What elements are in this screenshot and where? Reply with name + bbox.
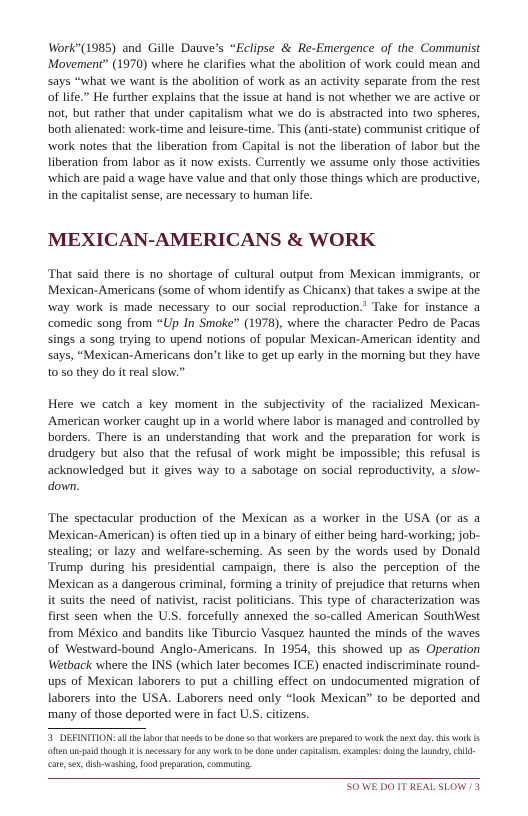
work-title: Work: [48, 40, 76, 55]
eclipse-title: Eclipse & Re-Emergence of the Communist Movement: [48, 40, 480, 72]
footnote-text: DEFINITION: all the labor that needs to be done so that workers are prepared to work the next day. this work is often un-paid though it is necessary for any work to be done under capitalism. examples: doing the laundry, child-care, sex, dish-washing, food preparation, commuting.: [48, 734, 480, 770]
page-body: [48, 40, 480, 722]
paragraph-up-in-smoke: That said there is no shortage of cultural output from Mexican immigrants, or Mexican-Americans (some of whom identify as Chicanx) that takes a swipe at the way work is made necessary to our social reproduction.$^3$ Take for instance a comedic song from “Up In Smoke” (1978), where the character Pedro de Pacas sings a song trying to upend notions of popular Mexican-American identity and says, “Mexican-Americans don’t like to get up early in the morning but they have to so they do it real slow.”: [48, 265, 480, 379]
intro-paragraph: Work”(1985) and Gille Dauve’s “Eclipse & Re-Emergence of the Communist Movement” (1970) where he clarifies what the abolition of work could mean and says “what we want is the abolition of work as an activity separate from the rest of life.” He further explains that the issue at hand is not whether we are active or not, but rather that under capitalism what we do is abstracted into two spheres, both alienated: work-time and leisure-time. This (anti-state) communist critique of work notes that the liberation from Capital is not the liberation of labor but the liberation from labor as it now exists. Currently we assume only those activities which are paid a wage have value and that only those things which are productive, in the capitalist sense, are necessary to human life.: [48, 40, 480, 202]
footnote-reference[interactable]: 3: [362, 299, 367, 308]
footnote-divider: [48, 728, 146, 729]
footnote-number: 3: [48, 734, 53, 744]
slow-down-term: slow-down: [48, 461, 480, 493]
page-footer: [347, 782, 480, 793]
footer-divider: [48, 778, 480, 779]
footnote: [48, 733, 480, 772]
footer-separator: /: [466, 782, 475, 793]
page-number: 3: [474, 782, 480, 793]
operation-wetback-term: Operation Wetback: [48, 640, 480, 673]
paragraph-spectacular-production: The spectacular production of the Mexican as a worker in the USA (or as a Mexican-American) is often tied up in a binary of either being hard-working; job-stealing; or lazy and welfare-scheming. As seen by the words used by Donald Trump during his presidential campaign, there is also the perception of the Mexican as a dangerous criminal, forming a trinity of prejudice that returns when it suits the need of nativist, racist politicians. This type of characterization was first seen when the U.S. forcefully annexed the so-called American SouthWest from México and bandits like Tiburcio Vasquez haunted the minds of the waves of Westward-bound Anglo-Americans. In 1954, this showed up as Operation Wetback where the INS (which later becomes ICE) enacted indiscriminate round-ups of Mexican laborers to put a chilling effect on undocumented migration of laborers into the USA. Laborers need only “look Mexican” to be deported and many of those deported were in fact U.S. citizens.: [48, 510, 480, 721]
running-title: SO WE DO IT REAL SLOW: [346, 782, 467, 793]
film-title: Up In Smoke: [162, 314, 234, 330]
section-heading: MEXICAN-AMERICANS & WORK: [48, 228, 376, 251]
paragraph-subjectivity: Here we catch a key moment in the subjectivity of the racialized Mexican-American worker caught up in a world where labor is managed and controlled by borders. There is an understanding that work and the preparation for work is drudgery but also that the refusal of work might be impossible; this refusal is acknowledged but it gives way to a sabotage on social reproductivity, a slow-down.: [48, 396, 480, 493]
